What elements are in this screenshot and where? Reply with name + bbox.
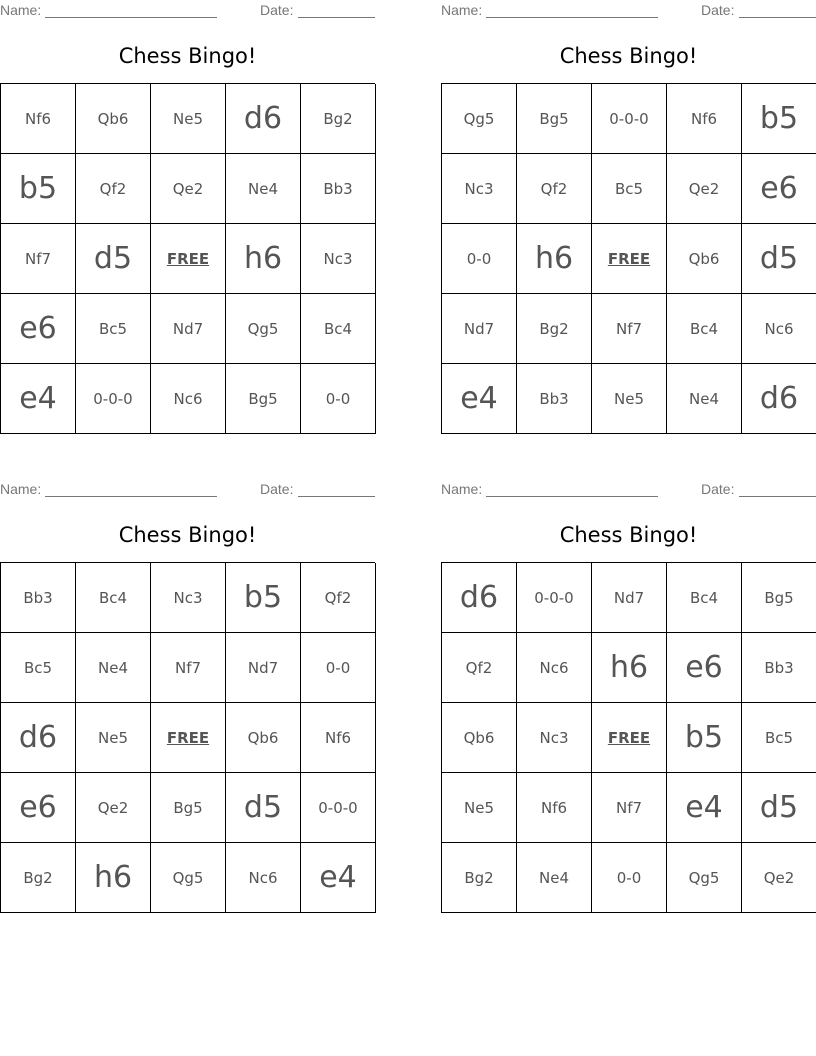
name-blank-line[interactable]	[45, 17, 217, 18]
bingo-cell[interactable]: Qb6	[226, 703, 301, 773]
bingo-cell[interactable]: Bg5	[226, 364, 301, 434]
free-space-cell[interactable]: FREE	[151, 224, 226, 294]
bingo-cell[interactable]: d6	[442, 563, 517, 633]
bingo-cell[interactable]: b5	[667, 703, 742, 773]
bingo-cell[interactable]: Ne4	[667, 364, 742, 434]
free-space-cell[interactable]: FREE	[592, 224, 667, 294]
bingo-cell[interactable]: Nf6	[1, 84, 76, 154]
bingo-cell[interactable]: Nf7	[592, 294, 667, 364]
bingo-cell[interactable]: Qb6	[442, 703, 517, 773]
bingo-cell[interactable]: Ne5	[442, 773, 517, 843]
bingo-cell[interactable]: Bg5	[151, 773, 226, 843]
bingo-cell[interactable]: Bg5	[517, 84, 592, 154]
bingo-cell[interactable]: Qb6	[667, 224, 742, 294]
name-blank-line[interactable]	[486, 496, 658, 497]
bingo-cell[interactable]: Nf6	[517, 773, 592, 843]
name-date-row	[0, 2, 375, 20]
bingo-cell[interactable]: Ne5	[592, 364, 667, 434]
bingo-cell[interactable]: e4	[442, 364, 517, 434]
bingo-cell[interactable]: 0-0-0	[592, 84, 667, 154]
free-space-cell[interactable]: FREE	[151, 703, 226, 773]
name-date-row	[0, 481, 375, 499]
bingo-cell[interactable]: b5	[742, 84, 816, 154]
bingo-cell[interactable]: e6	[1, 294, 76, 364]
free-space-cell[interactable]: FREE	[592, 703, 667, 773]
bingo-cell[interactable]: Ne5	[151, 84, 226, 154]
card-title: Chess Bingo!	[559, 44, 698, 68]
bingo-cell[interactable]: e4	[1, 364, 76, 434]
date-label: Date:	[260, 481, 294, 497]
bingo-cell[interactable]: Qg5	[442, 84, 517, 154]
card-title: Chess Bingo!	[118, 44, 257, 68]
bingo-cell[interactable]: Nc3	[442, 154, 517, 224]
bingo-cell[interactable]: Bb3	[301, 154, 376, 224]
bingo-grid	[441, 562, 816, 913]
card-title: Chess Bingo!	[559, 523, 698, 547]
bingo-cell[interactable]: Nd7	[226, 633, 301, 703]
bingo-cell[interactable]: Bb3	[742, 633, 816, 703]
bingo-cell[interactable]: b5	[1, 154, 76, 224]
bingo-cell[interactable]: e6	[742, 154, 816, 224]
bingo-card-2	[441, 0, 816, 440]
bingo-cell[interactable]: Qe2	[667, 154, 742, 224]
name-label: Name:	[441, 481, 483, 497]
name-label: Name:	[0, 481, 42, 497]
bingo-cell[interactable]: d5	[226, 773, 301, 843]
date-blank-line[interactable]	[298, 496, 375, 497]
bingo-cell[interactable]: Bc4	[667, 563, 742, 633]
bingo-cell[interactable]: 0-0-0	[76, 364, 151, 434]
bingo-cell[interactable]: Bg2	[301, 84, 376, 154]
bingo-cell[interactable]: Bg5	[742, 563, 816, 633]
bingo-cell[interactable]: Nc6	[151, 364, 226, 434]
bingo-cell[interactable]: d6	[1, 703, 76, 773]
bingo-cell[interactable]: Nf7	[592, 773, 667, 843]
bingo-cell[interactable]: Ne4	[76, 633, 151, 703]
date-blank-line[interactable]	[298, 17, 375, 18]
bingo-cell[interactable]: Qb6	[76, 84, 151, 154]
date-label: Date:	[701, 2, 735, 18]
bingo-cell[interactable]: 0-0	[442, 224, 517, 294]
bingo-cell[interactable]: 0-0	[592, 843, 667, 913]
bingo-cell[interactable]: 0-0-0	[517, 563, 592, 633]
bingo-cell[interactable]: Bb3	[517, 364, 592, 434]
name-blank-line[interactable]	[486, 17, 658, 18]
bingo-cell[interactable]: Bc5	[1, 633, 76, 703]
bingo-cell[interactable]: Bc4	[76, 563, 151, 633]
bingo-cell[interactable]: Nf6	[667, 84, 742, 154]
bingo-cell[interactable]: Nc6	[517, 633, 592, 703]
bingo-cell[interactable]: Nc3	[151, 563, 226, 633]
bingo-cell[interactable]: d6	[742, 364, 816, 434]
bingo-cell[interactable]: Qe2	[742, 843, 816, 913]
bingo-card-1	[0, 0, 375, 440]
bingo-cell[interactable]: h6	[592, 633, 667, 703]
bingo-cell[interactable]: Bc5	[76, 294, 151, 364]
bingo-grid	[0, 562, 375, 913]
bingo-cell[interactable]: Nf6	[301, 703, 376, 773]
bingo-cell[interactable]: Bc5	[742, 703, 816, 773]
bingo-cell[interactable]: Nf7	[1, 224, 76, 294]
bingo-cell[interactable]: Ne5	[76, 703, 151, 773]
bingo-cell[interactable]: Nc6	[226, 843, 301, 913]
bingo-cell[interactable]: Bc4	[667, 294, 742, 364]
bingo-cell[interactable]: 0-0	[301, 633, 376, 703]
bingo-cell[interactable]: Bc4	[301, 294, 376, 364]
bingo-cell[interactable]: Nf7	[151, 633, 226, 703]
bingo-cell[interactable]: d5	[76, 224, 151, 294]
bingo-cell[interactable]: 0-0	[301, 364, 376, 434]
date-label: Date:	[260, 2, 294, 18]
bingo-cell[interactable]: h6	[517, 224, 592, 294]
bingo-cell[interactable]: Ne4	[517, 843, 592, 913]
card-title: Chess Bingo!	[118, 523, 257, 547]
date-label: Date:	[701, 481, 735, 497]
bingo-cell[interactable]: e4	[667, 773, 742, 843]
name-date-row	[441, 481, 816, 499]
bingo-cell[interactable]: Qg5	[667, 843, 742, 913]
bingo-cell[interactable]: Qg5	[226, 294, 301, 364]
bingo-cell[interactable]: Nc3	[517, 703, 592, 773]
date-blank-line[interactable]	[739, 496, 816, 497]
bingo-cell[interactable]: Qf2	[301, 563, 376, 633]
bingo-card-3	[0, 479, 375, 919]
bingo-cell[interactable]: Qf2	[517, 154, 592, 224]
bingo-cell[interactable]: d5	[742, 224, 816, 294]
bingo-cell[interactable]: Bb3	[1, 563, 76, 633]
bingo-cell[interactable]: h6	[226, 224, 301, 294]
bingo-cell[interactable]: Ne4	[226, 154, 301, 224]
bingo-cell[interactable]: Nd7	[442, 294, 517, 364]
bingo-cell[interactable]: Qf2	[442, 633, 517, 703]
bingo-cell[interactable]: h6	[76, 843, 151, 913]
bingo-cell[interactable]: b5	[226, 563, 301, 633]
bingo-cell[interactable]: Bg2	[442, 843, 517, 913]
name-label: Name:	[441, 2, 483, 18]
bingo-grid	[0, 83, 375, 434]
bingo-cell[interactable]: Bg2	[517, 294, 592, 364]
bingo-cell[interactable]: e4	[301, 843, 376, 913]
date-blank-line[interactable]	[739, 17, 816, 18]
name-date-row	[441, 2, 816, 20]
bingo-cell[interactable]: e6	[667, 633, 742, 703]
bingo-cell[interactable]: e6	[1, 773, 76, 843]
bingo-cell[interactable]: 0-0-0	[301, 773, 376, 843]
name-blank-line[interactable]	[45, 496, 217, 497]
bingo-cell[interactable]: Bc5	[592, 154, 667, 224]
bingo-cell[interactable]: Nc3	[301, 224, 376, 294]
bingo-cell[interactable]: Nc6	[742, 294, 816, 364]
bingo-cell[interactable]: Qe2	[76, 773, 151, 843]
bingo-cell[interactable]: d5	[742, 773, 816, 843]
bingo-cell[interactable]: Qe2	[151, 154, 226, 224]
bingo-cell[interactable]: Bg2	[1, 843, 76, 913]
bingo-cell[interactable]: d6	[226, 84, 301, 154]
bingo-cell[interactable]: Qg5	[151, 843, 226, 913]
bingo-cell[interactable]: Nd7	[592, 563, 667, 633]
bingo-cell[interactable]: Qf2	[76, 154, 151, 224]
name-label: Name:	[0, 2, 42, 18]
bingo-cell[interactable]: Nd7	[151, 294, 226, 364]
bingo-grid	[441, 83, 816, 434]
bingo-card-4	[441, 479, 816, 919]
